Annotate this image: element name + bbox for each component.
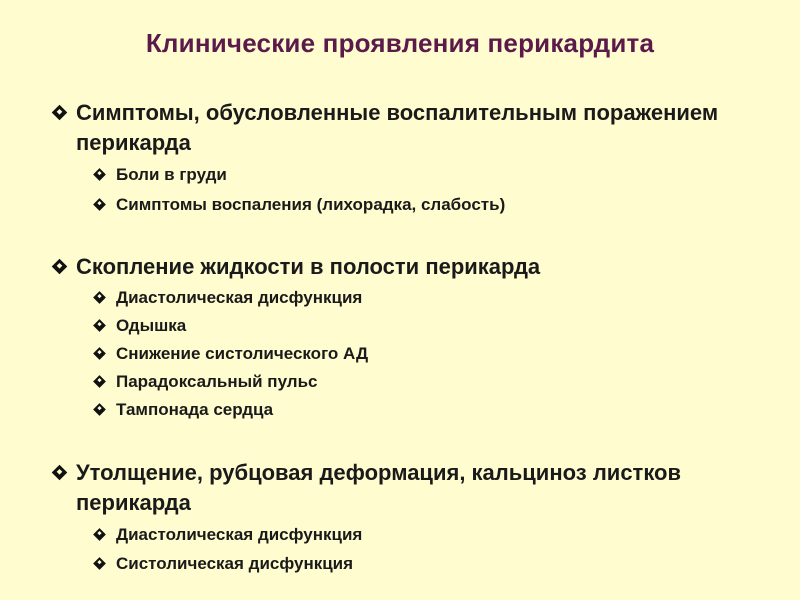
list-item — [92, 164, 752, 186]
diamond-bullet-icon — [92, 524, 116, 546]
list-item-text: Систолическая дисфункция — [116, 554, 354, 573]
diamond-bullet-icon — [92, 164, 116, 186]
section-heading-text: Утолщение, рубцовая деформация, кальциноз листков перикарда — [76, 460, 682, 515]
list-item-text: Тампонада сердца — [116, 400, 274, 419]
section-heading-text: Симптомы, обусловленные воспалительным поражением перикарда — [76, 100, 719, 155]
section-2-heading — [50, 252, 750, 282]
diamond-bullet-icon — [92, 553, 116, 575]
diamond-bullet-icon — [92, 194, 116, 216]
list-item — [92, 315, 752, 337]
list-item-text: Симптомы воспаления (лихорадка, слабость) — [116, 195, 506, 214]
diamond-bullet-icon — [92, 343, 116, 365]
list-item — [92, 524, 752, 546]
diamond-bullet-icon — [92, 371, 116, 393]
list-item — [92, 343, 752, 365]
section-1-heading — [50, 98, 750, 158]
list-item-text: Парадоксальный пульс — [116, 372, 318, 391]
list-item — [92, 399, 752, 421]
list-item-text: Одышка — [116, 316, 187, 335]
diamond-bullet-icon — [92, 315, 116, 337]
section-3-heading — [50, 458, 750, 518]
diamond-bullet-icon — [50, 252, 76, 282]
diamond-bullet-icon — [50, 98, 76, 128]
list-item-text: Снижение систолического АД — [116, 344, 369, 363]
list-item — [92, 371, 752, 393]
list-item — [92, 553, 752, 575]
section-heading-text: Скопление жидкости в полости перикарда — [76, 254, 541, 279]
list-item-text: Диастолическая дисфункция — [116, 525, 363, 544]
diamond-bullet-icon — [92, 287, 116, 309]
list-item-text: Диастолическая дисфункция — [116, 288, 363, 307]
diamond-bullet-icon — [92, 399, 116, 421]
slide-title: Клинические проявления перикардита — [145, 28, 655, 58]
list-item-text: Боли в груди — [116, 165, 227, 184]
list-item — [92, 287, 752, 309]
list-item — [92, 194, 752, 216]
diamond-bullet-icon — [50, 458, 76, 488]
